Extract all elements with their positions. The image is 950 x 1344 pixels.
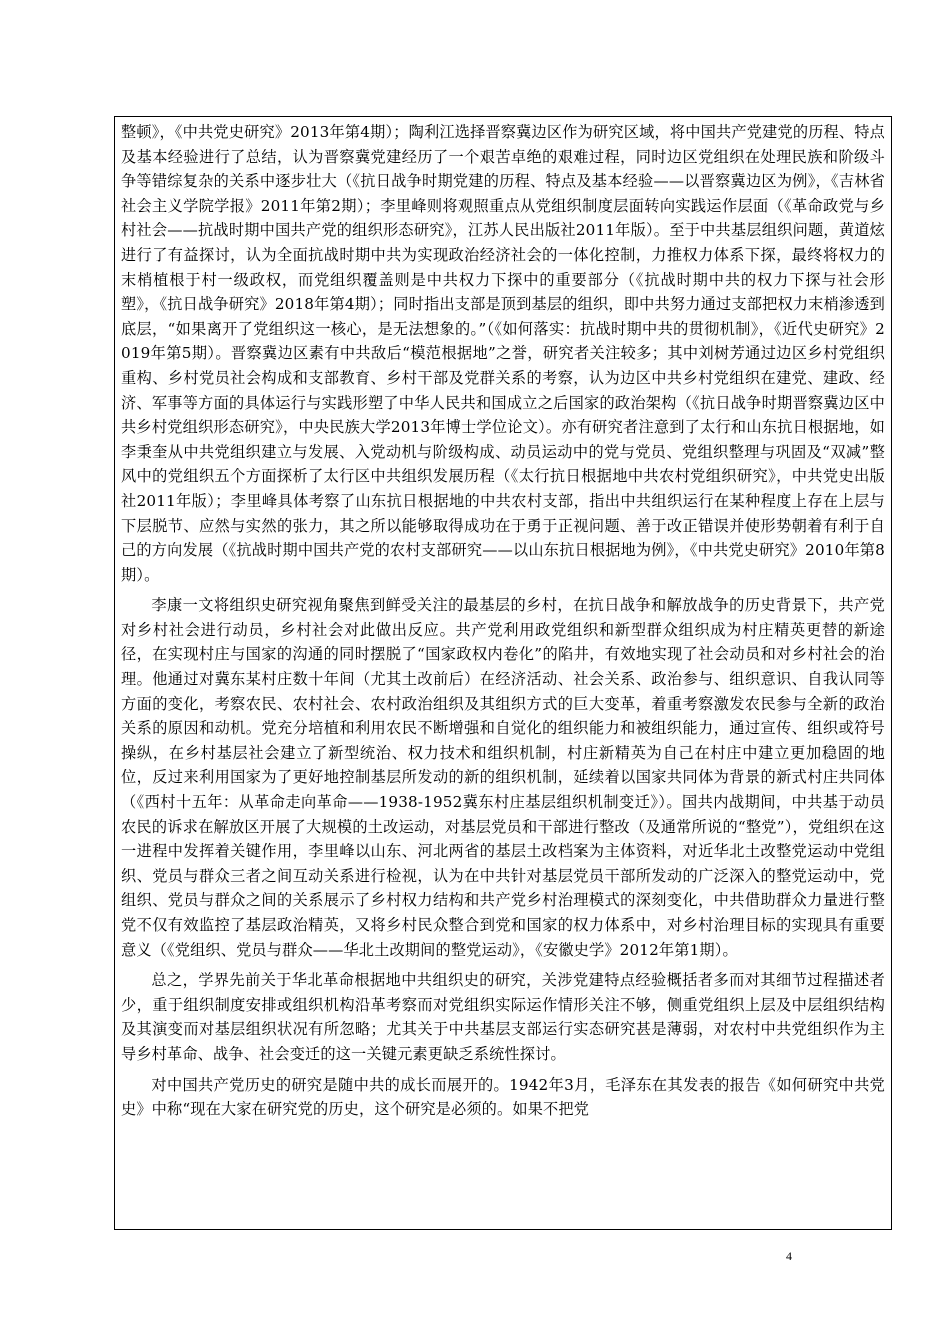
- paragraph-li-kang: 李康一文将组织史研究视角聚焦到鲜受关注的最基层的乡村，在抗日战争和解放战争的历史背景下，共产党对乡村社会进行动员，乡村社会对此做出反应。共产党利用政党组织和新型群众组织成为村庄精英更替的新途径，在实现村庄与国家的沟通的同时摆脱了“国家政权内卷化”的陷井，有效地实现了社会动员和对乡村社会的治理。他通过对冀东某村庄数十年间（尤其土改前后）在经济活动、社会关系、政治参与、组织意识、自我认同等方面的变化，考察农民、农村社会、农村政治组织及其组织方式的巨大变革，着重考察激发农民参与全新的政治关系的原因和动机。党充分培植和利用农民不断增强和自觉化的组织能力和被组织能力，通过宣传、组织或符号操纵，在乡村基层社会建立了新型统治、权力技术和组织机制，村庄新精英为自己在村庄中建立更加稳固的地位，反过来利用国家为了更好地控制基层所发动的新的组织机制，延续着以国家共同体为背景的新式村庄共同体（《西村十五年：从革命走向革命——1938-1952冀东村庄基层组织机制变迁》）。国共内战期间，中共基于动员农民的诉求在解放区开展了大规模的土改运动，对基层党员和干部进行整改（及通常所说的“整党”），党组织在这一进程中发挥着关键作用，李里峰以山东、河北两省的基层土改档案为主体资料，对近华北土改整党运动中党组织、党员与群众三者之间互动关系进行检视，认为在中共针对基层党员干部所发动的广泛深入的整党运动中，党组织、党员与群众之间的关系展示了乡村权力结构和共产党乡村治理模式的深刻变化，中共借助群众力量进行整党不仅有效监控了基层政治精英，又将乡村民众整合到党和国家的权力体系中，对乡村治理目标的实现具有重要意义（《党组织、党员与群众——华北土改期间的整党运动》，《安徽史学》2012年第1期）。: [121, 596, 885, 959]
- text-frame: [114, 116, 892, 1230]
- page-number: 4: [786, 1249, 792, 1263]
- paragraph-continued: 整顿》，《中共党史研究》2013年第4期）；陶利江选择晋察冀边区作为研究区域，将中国共产党建党的历程、特点及基本经验进行了总结，认为晋察冀党建经历了一个艰苦卓绝的艰难过程，同时边区党组织在处理民族和阶级斗争等错综复杂的关系中逐步壮大（《抗日战争时期党建的历程、特点及基本经验——以晋察冀边区为例》，《吉林省社会主义学院学报》2011年第2期）；李里峰则将观照重点从党组织制度层面转向实践运作层面（《革命政党与乡村社会——抗战时期中国共产党的组织形态研究》，江苏人民出版社2011年版）。至于中共基层组织问题，黄道炫进行了有益探讨，认为全面抗战时期中共为实现政治经济社会的一体化控制，力推权力体系下探，最终将权力的末梢植根于村一级政权，而党组织覆盖则是中共权力下探中的重要部分（《抗战时期中共的权力下探与社会形塑》，《抗日战争研究》2018年第4期）；同时指出支部是顶到基层的组织，即中共努力通过支部把权力末梢渗透到底层，“如果离开了党组织这一核心，是无法想象的。”（《如何落实：抗战时期中共的贯彻机制》，《近代史研究》2019年第5期）。晋察冀边区素有中共敌后“模范根据地”之誉，研究者关注较多；其中刘树芳通过边区乡村党组织重构、乡村党员社会构成和支部教育、乡村干部及党群关系的考察，认为边区中共乡村党组织在建党、建政、经济、军事等方面的具体运行与实践形塑了中华人民共和国成立之后国家的政治架构（《抗日战争时期晋察冀边区中共乡村党组织形态研究》，中央民族大学2013年博士学位论文）。亦有研究者注意到了太行和山东抗日根据地，如李秉奎从中共党组织建立与发展、入党动机与阶级构成、动员运动中的党与党员、党组织整理与巩固及“双减”整风中的党组织五个方面探析了太行区中共组织发展历程（《太行抗日根据地中共农村党组织研究》，中共党史出版社2011年版）；李里峰具体考察了山东抗日根据地的中共农村支部，指出中共组织运行在某种程度上存在上层与下层脱节、应然与实然的张力，其之所以能够取得成功在于勇于正视问题、善于改正错误并使形势朝着有利于自己的方向发展（《抗战时期中国共产党的农村支部研究——以山东抗日根据地为例》，《中共党史研究》2010年第8期）。: [121, 123, 885, 584]
- paragraph-history-research: 对中国共产党历史的研究是随中共的成长而展开的。1942年3月，毛泽东在其发表的报告《如何研究中共党史》中称“现在大家在研究党的历史，这个研究是必须的。如果不把党: [121, 1075, 885, 1119]
- paragraph-summary: 总之，学界先前关于华北革命根据地中共组织史的研究，关涉党建特点经验概括者多而对其细节过程描述者少，重于组织制度安排或组织机构沿革考察而对党组织实际运作情形关注不够，侧重党组织上层及中层组织结构及其演变而对基层组织状况有所忽略；尤其关于中共基层支部运行实态研究甚是薄弱，对农村中共党组织作为主导乡村革命、战争、社会变迁的这一关键元素更缺乏系统性探讨。: [121, 971, 885, 1063]
- body-text: [115, 117, 891, 1122]
